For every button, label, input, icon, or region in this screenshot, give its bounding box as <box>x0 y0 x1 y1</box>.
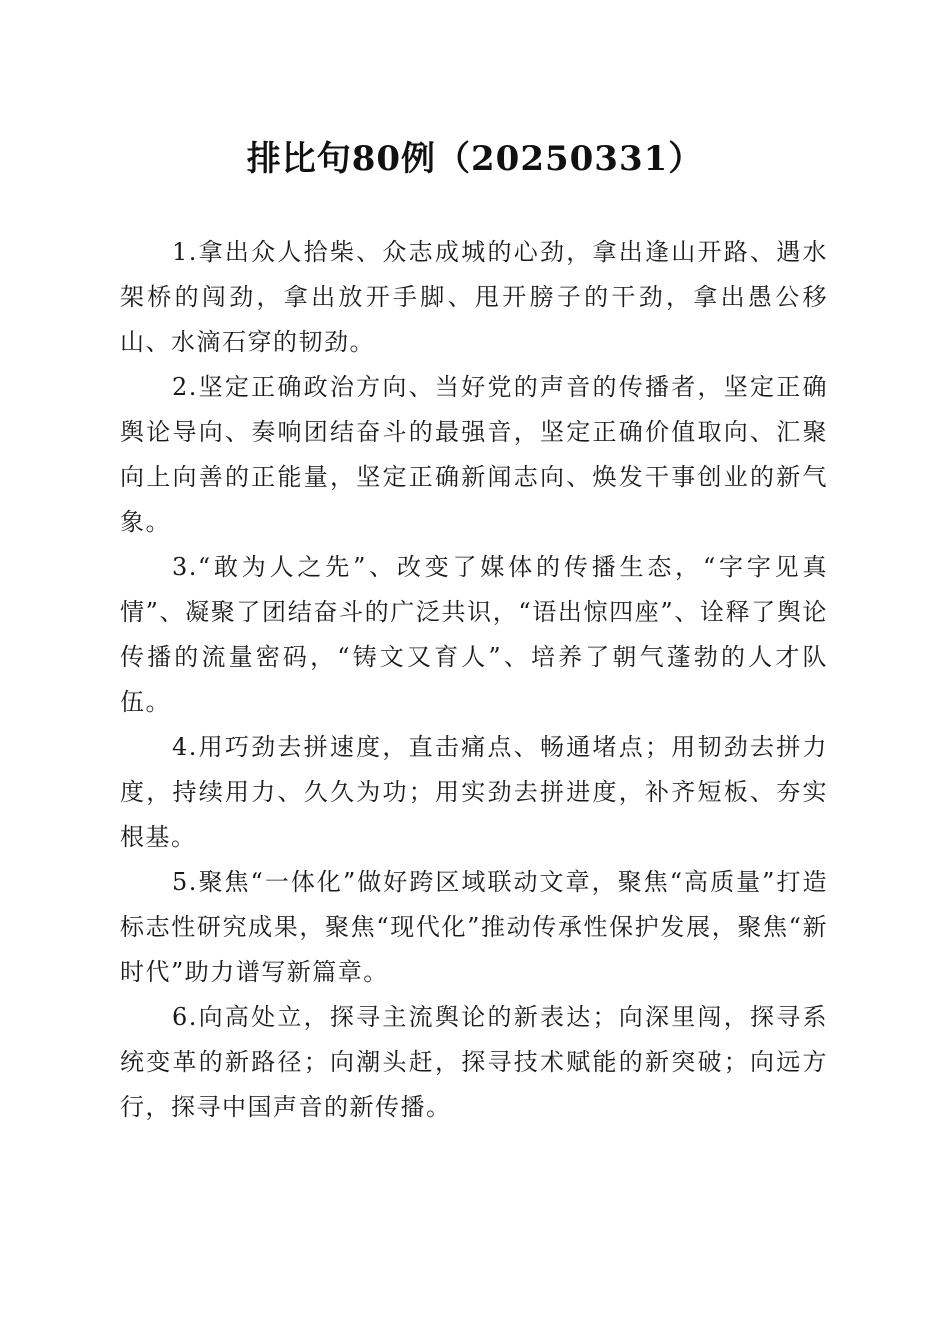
paragraph-3: 3.“敢为人之先”、改变了媒体的传播生态，“字字见真情”、凝聚了团结奋斗的广泛共识，“语出惊四座”、诠释了舆论传播的流量密码，“铸文又育人”、培养了朝气蓬勃的人才队伍。 <box>120 553 828 716</box>
paragraph-5: 5.聚焦“一体化”做好跨区域联动文章，聚焦“高质量”打造标志性研究成果，聚焦“现代化”推动传承性保护发展，聚焦“新时代”助力谱写新篇章。 <box>120 868 828 986</box>
paragraph-1: 1.拿出众人拾柴、众志成城的心劲，拿出逢山开路、遇水架桥的闯劲，拿出放开手脚、甩开膀子的干劲，拿出愚公移山、水滴石穿的韧劲。 <box>120 238 828 356</box>
paragraph-6: 6.向高处立，探寻主流舆论的新表达；向深里闯，探寻系统变革的新路径；向潮头赶，探寻技术赋能的新突破；向远方行，探寻中国声音的新传播。 <box>120 1003 828 1121</box>
document-title: 排比句80例（20250331） <box>246 139 704 179</box>
paragraph-4: 4.用巧劲去拼速度，直击痛点、畅通堵点；用韧劲去拼力度，持续用力、久久为功；用实劲去拼进度，补齐短板、夯实根基。 <box>120 733 828 851</box>
paragraph-2: 2.坚定正确政治方向、当好党的声音的传播者，坚定正确舆论导向、奏响团结奋斗的最强音，坚定正确价值取向、汇聚向上向善的正能量，坚定正确新闻志向、焕发干事创业的新气象。 <box>120 373 828 536</box>
document-body <box>120 230 828 1130</box>
